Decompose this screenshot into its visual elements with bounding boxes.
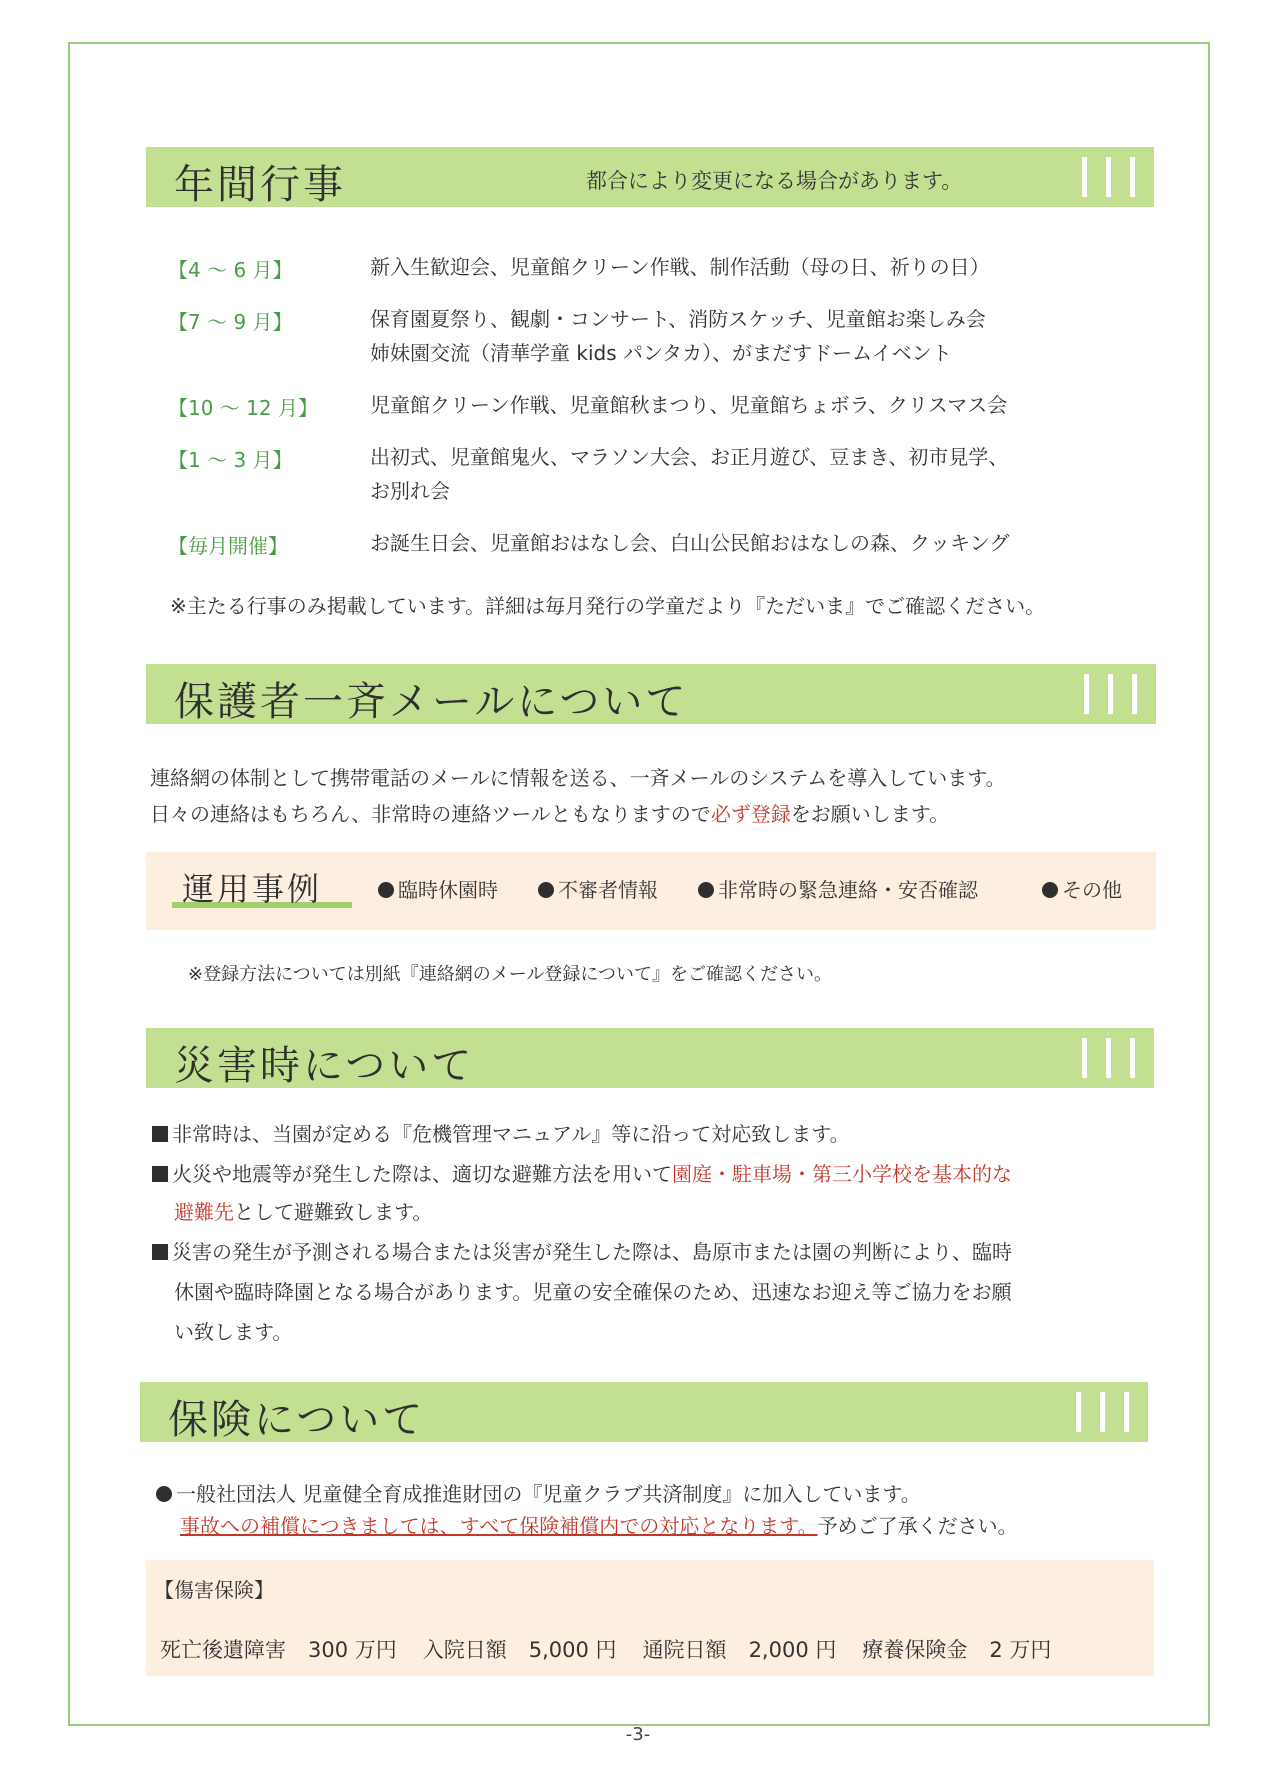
header-bars-decoration (1082, 157, 1138, 197)
disaster-paragraph: 災害の発生が予測される場合または災害が発生した際は、島原市または園の判断により、臨時 (152, 1236, 1012, 1265)
disaster-paragraph-cont: 休園や臨時降園となる場合があります。児童の安全確保のため、迅速なお迎え等ご協力をお願 (174, 1280, 1012, 1304)
bullet-dot-icon (698, 882, 714, 898)
section-title-events: 年間行事 (174, 162, 346, 208)
section-header-mail (146, 664, 1156, 724)
event-text: 出初式、児童館鬼火、マラソン大会、お正月遊び、豆まき、初市見学、 お別れ会 (370, 445, 1009, 503)
mail-text-line: 連絡網の体制として携帯電話のメールに情報を送る、一斉メールのシステムを導入しています。 (150, 766, 1006, 790)
event-label: 【7 ～ 9 月】 (168, 310, 293, 334)
events-change-note: 都合により変更になる場合があります。 (586, 169, 963, 193)
use-case-box (146, 852, 1156, 930)
register-note: ※登録方法については別紙『連絡網のメール登録について』をご確認ください。 (188, 964, 832, 985)
event-label: 【4 ～ 6 月】 (168, 258, 293, 282)
square-bullet-icon (152, 1166, 168, 1182)
injury-insurance-box (146, 1560, 1154, 1676)
bullet-dot-icon (538, 882, 554, 898)
section-title-disaster: 災害時について (174, 1043, 475, 1089)
insurance-box-title: 【傷害保険】 (154, 1578, 274, 1602)
page-number: -3- (625, 1724, 651, 1745)
event-label: 【1 ～ 3 月】 (168, 448, 293, 472)
case-title: 運用事例 (182, 870, 323, 908)
case-item: 不審者情報 (538, 874, 658, 903)
insurance-coverage: 死亡後遺障害 300 万円 入院日額 5,000 円 通院日額 2,000 円 療養保険金 2 万円 (160, 1638, 1052, 1662)
disaster-paragraph: 火災や地震等が発生した際は、適切な避難方法を用いて園庭・駐車場・第三小学校を基本的な (152, 1158, 1012, 1187)
event-text: 児童館クリーン作戦、児童館秋まつり、児童館ちょボラ、クリスマス会 (370, 393, 1008, 417)
event-text: お誕生日会、児童館おはなし会、白山公民館おはなしの森、クッキング (370, 531, 1010, 555)
insurance-text-line: 事故への補償につきましては、すべて保険補償内での対応となります。予めご了承ください。 (180, 1514, 1018, 1538)
header-bars-decoration (1082, 1038, 1138, 1078)
bullet-dot-icon (378, 882, 394, 898)
header-bars-decoration (1084, 674, 1140, 714)
header-bars-decoration (1076, 1392, 1132, 1432)
section-header-insurance (140, 1382, 1148, 1442)
disaster-paragraph-cont: 避難先として避難致します。 (174, 1200, 433, 1224)
case-item: 非常時の緊急連絡・安否確認 (698, 874, 978, 903)
section-header-disaster (146, 1028, 1154, 1088)
event-label: 【10 ～ 12 月】 (168, 396, 318, 420)
mail-text-line: 日々の連絡はもちろん、非常時の連絡ツールともなりますので必ず登録をお願いします。 (150, 802, 950, 826)
events-footnote: ※主たる行事のみ掲載しています。詳細は毎月発行の学童だより『ただいま』でご確認ください。 (170, 594, 1046, 618)
case-item: その他 (1042, 874, 1122, 903)
case-item: 臨時休園時 (378, 874, 498, 903)
section-title-mail: 保護者一斉メールについて (174, 679, 689, 725)
square-bullet-icon (152, 1244, 168, 1260)
section-title-insurance: 保険について (168, 1397, 426, 1443)
disaster-paragraph-cont: い致します。 (174, 1320, 293, 1344)
insurance-text-line: 一般社団法人 児童健全育成推進財団の『児童クラブ共済制度』に加入しています。 (156, 1478, 921, 1507)
section-header-events (146, 147, 1154, 207)
bullet-dot-icon (156, 1486, 172, 1502)
square-bullet-icon (152, 1126, 168, 1142)
event-label: 【毎月開催】 (168, 534, 288, 558)
event-text: 新入生歓迎会、児童館クリーン作戦、制作活動（母の日、祈りの日） (370, 255, 990, 279)
bullet-dot-icon (1042, 882, 1058, 898)
event-text: 保育園夏祭り、観劇・コンサート、消防スケッチ、児童館お楽しみ会 姉妹園交流（清華学童 kids パンタカ）、がまだすドームイベント (370, 307, 986, 365)
disaster-paragraph: 非常時は、当園が定める『危機管理マニュアル』等に沿って対応致します。 (152, 1118, 850, 1147)
